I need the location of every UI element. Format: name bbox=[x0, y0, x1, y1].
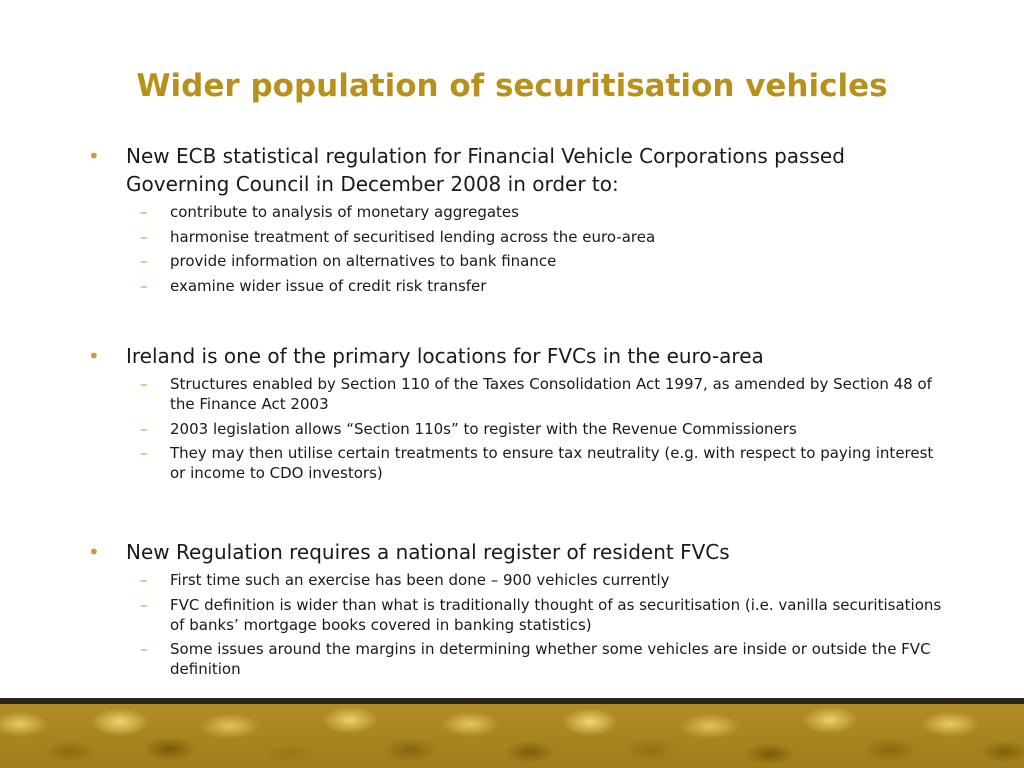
bullet-text: Ireland is one of the primary locations for FVCs in the euro-area bbox=[126, 344, 764, 368]
bullet-icon: • bbox=[88, 540, 100, 564]
sub-bullet-text: examine wider issue of credit risk transfer bbox=[170, 276, 487, 295]
dash-icon: – bbox=[140, 595, 148, 614]
sub-bullet-text: contribute to analysis of monetary aggregates bbox=[170, 203, 519, 221]
bullet-group-national-register bbox=[88, 538, 948, 679]
footer-leaf-pattern bbox=[0, 704, 1024, 768]
sub-bullet-text: Some issues around the margins in determining whether some vehicles are inside or outside the FVC definition bbox=[170, 640, 931, 678]
slide-title: Wider population of securitisation vehicles bbox=[136, 68, 888, 104]
sub-bullet-item bbox=[88, 639, 948, 679]
sub-bullet-item bbox=[88, 251, 948, 271]
dash-icon: – bbox=[140, 203, 148, 221]
sub-bullet-item bbox=[88, 276, 948, 296]
bullet-text: New ECB statistical regulation for Financial Vehicle Corporations passed Governing Council in December 2008 in order to: bbox=[126, 144, 845, 196]
dash-icon: – bbox=[140, 375, 148, 393]
dash-icon: – bbox=[140, 571, 148, 589]
bullet-group-ireland bbox=[88, 342, 948, 538]
sub-bullet-list bbox=[88, 374, 948, 483]
dash-icon: – bbox=[140, 276, 148, 295]
slide-content bbox=[88, 142, 948, 684]
sub-bullet-list bbox=[88, 202, 948, 296]
sub-bullet-item bbox=[88, 595, 948, 635]
sub-bullet-text: FVC definition is wider than what is traditionally thought of as securitisation (i.e. vanilla securitisations of banks’ mortgage books covered in banking statistics) bbox=[170, 595, 942, 634]
dash-icon: – bbox=[140, 640, 148, 658]
bullet-item bbox=[88, 142, 948, 198]
dash-icon: – bbox=[140, 252, 148, 270]
bullet-text: New Regulation requires a national register of resident FVCs bbox=[126, 540, 730, 564]
sub-bullet-item bbox=[88, 374, 948, 414]
sub-bullet-text: Structures enabled by Section 110 of the Taxes Consolidation Act 1997, as amended by Section 48 of the Finance Act 2003 bbox=[170, 375, 932, 413]
sub-bullet-item bbox=[88, 570, 948, 590]
sub-bullet-text: They may then utilise certain treatments to ensure tax neutrality (e.g. with respect to paying interest or income to CDO investors) bbox=[170, 444, 934, 482]
bullet-item bbox=[88, 538, 948, 566]
dash-icon: – bbox=[140, 419, 148, 438]
dash-icon: – bbox=[140, 444, 148, 462]
sub-bullet-item bbox=[88, 443, 948, 483]
sub-bullet-item bbox=[88, 227, 948, 247]
dash-icon: – bbox=[140, 227, 148, 246]
bullet-group-ecb-regulation bbox=[88, 142, 948, 342]
sub-bullet-text: First time such an exercise has been done – 900 vehicles currently bbox=[170, 571, 670, 589]
sub-bullet-text: harmonise treatment of securitised lending across the euro-area bbox=[170, 227, 656, 246]
sub-bullet-text: 2003 legislation allows “Section 110s” to register with the Revenue Commissioners bbox=[170, 419, 797, 438]
bullet-icon: • bbox=[88, 344, 100, 368]
sub-bullet-item bbox=[88, 419, 948, 439]
bullet-item bbox=[88, 342, 948, 370]
sub-bullet-text: provide information on alternatives to bank finance bbox=[170, 252, 557, 270]
sub-bullet-list bbox=[88, 570, 948, 679]
sub-bullet-item bbox=[88, 202, 948, 222]
bullet-icon: • bbox=[88, 144, 100, 168]
